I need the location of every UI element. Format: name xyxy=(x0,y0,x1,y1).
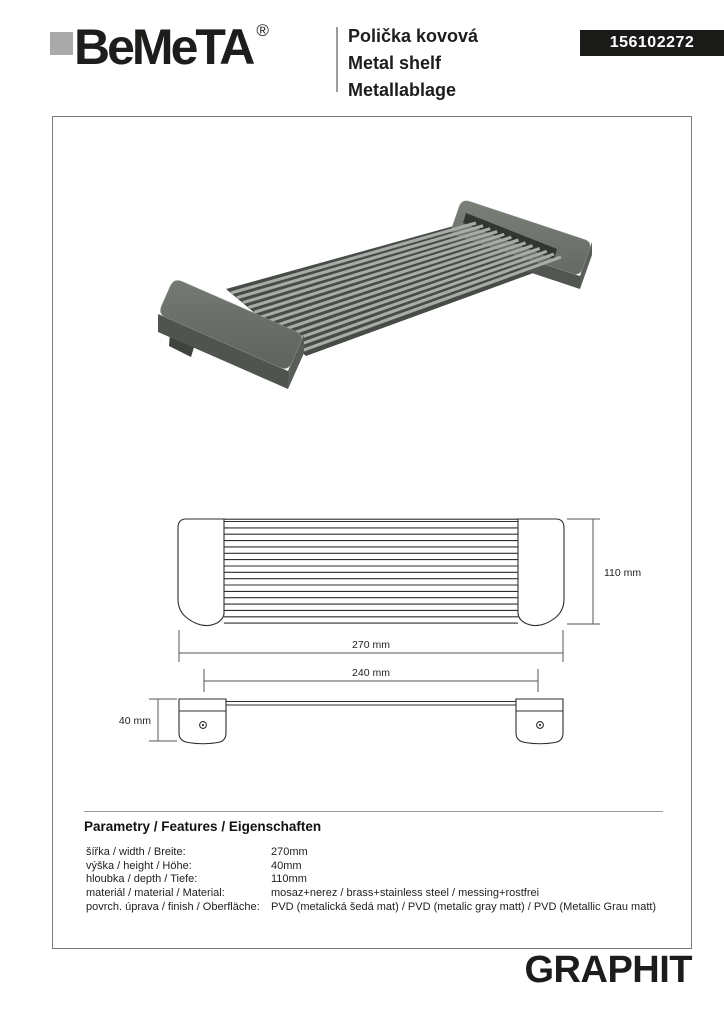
parameter-label: hloubka / depth / Tiefe: xyxy=(86,873,198,886)
dim-mount-label: 240 mm xyxy=(352,667,390,679)
parameter-label: povrch. úprava / finish / Oberfläche: xyxy=(86,900,260,913)
parameter-row xyxy=(86,873,656,887)
brand-logo xyxy=(74,19,269,75)
parameter-row xyxy=(86,901,656,915)
product-names xyxy=(348,23,478,104)
plan-view-drawing xyxy=(178,519,564,626)
parameters-title: Parametry / Features / Eigenschaften xyxy=(84,819,322,834)
parameter-value: 270mm xyxy=(271,846,308,858)
brand-square-icon xyxy=(50,32,73,55)
product-code: 156102272 xyxy=(609,34,695,51)
parameter-label: šířka / width / Breite: xyxy=(86,846,186,858)
product-code-badge xyxy=(580,30,724,56)
product-name-de: Metallablage xyxy=(348,80,457,100)
brand-name: BeMeTA xyxy=(74,19,253,75)
dim-depth-label: 110 mm xyxy=(604,567,642,579)
product-render-3d xyxy=(158,201,592,389)
product-name-cs: Polička kovová xyxy=(348,26,479,46)
parameter-value: 40mm xyxy=(271,859,302,872)
header-divider xyxy=(336,27,338,92)
parameter-value: PVD (metalická šedá mat) / PVD (metalic gray matt) / PVD (Metallic Grau matt) xyxy=(271,900,657,913)
parameters-divider xyxy=(84,811,663,812)
plan-rod-lines xyxy=(224,519,518,623)
content-frame xyxy=(52,116,692,949)
parameter-value: mosaz+nerez / brass+stainless steel / messing+rostfrei xyxy=(271,887,540,900)
parameter-label: materiál / material / Material: xyxy=(86,887,225,900)
parameter-row xyxy=(86,860,656,874)
parameter-value: 110mm xyxy=(271,873,307,886)
color-variant-name: GRAPHIT xyxy=(524,949,692,991)
parameter-row xyxy=(86,846,656,860)
parameter-row xyxy=(86,887,656,901)
registered-trademark-icon: ® xyxy=(256,21,269,40)
front-view-drawing xyxy=(179,699,563,744)
parameters-table xyxy=(86,846,656,915)
dim-height-label: 40 mm xyxy=(118,715,151,727)
parameter-label: výška / height / Höhe: xyxy=(86,859,192,872)
product-name-en: Metal shelf xyxy=(348,53,442,73)
dim-width-label: 270 mm xyxy=(352,639,390,651)
